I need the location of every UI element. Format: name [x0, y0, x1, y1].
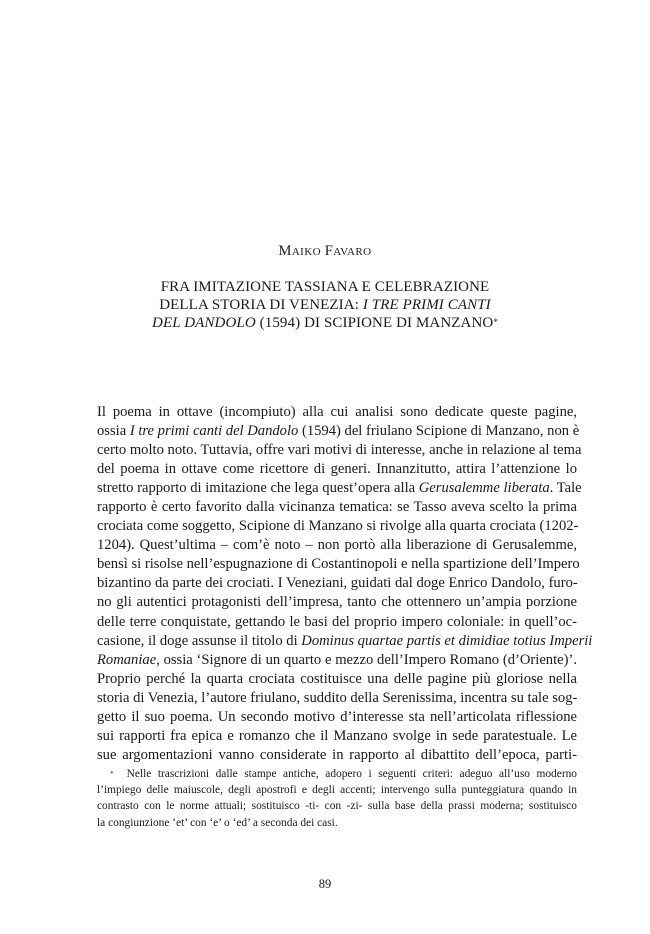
body-line: [97, 555, 580, 574]
title-line-2: [0, 296, 650, 314]
footnote-mark: *: [110, 770, 114, 778]
body-text-segment: del poema in ottave come ricettore di generi. Innanzitutto, attira l’attenzione lo: [97, 461, 577, 478]
author-first-rest: AIKO: [291, 246, 321, 258]
body-text-segment: . Tale: [549, 480, 582, 497]
body-line: [97, 708, 577, 727]
body-text-segment: , ossia ‘Signore di un quarto e mezzo dell’Impero Romano (d’Oriente)’.: [156, 651, 577, 668]
footnote-line: [97, 766, 577, 782]
body-text-segment: sui rapporti fra epica e romanzo che il Manzano svolge in sede paratestuale. Le: [97, 727, 577, 744]
footnote-line-text: l’impiego delle maiuscole, degli apostrofi e degli accenti; intervengo sulla punteggiatura quando in: [97, 784, 577, 797]
body-line: [97, 689, 577, 708]
body-text-segment: getto il suo poema. Un secondo motivo d’interesse sta nell’articolata riflessione: [97, 708, 577, 725]
body-line: [97, 651, 577, 670]
body-line: [97, 403, 577, 422]
body-italic-text: Romaniae: [97, 651, 157, 668]
footnote: [97, 766, 577, 831]
article-title: [0, 278, 650, 332]
title-line-1: [0, 278, 650, 296]
footnote-line-text: la congiunzione ‘et’ con ‘e’ o ‘ed’ a seconda dei casi.: [97, 816, 338, 829]
body-text-segment: Il poema in ottave (incompiuto) alla cui analisi sono dedicate queste pagine,: [97, 404, 577, 420]
body-text-segment: ossia: [97, 423, 130, 440]
footnote-line: [97, 782, 577, 798]
title-line-1-text: FRA IMITAZIONE TASSIANA E CELEBRAZIONE: [160, 279, 490, 295]
body-text-segment: crociata come soggetto, Scipione di Manzano si rivolge alla quarta crociata (1202-: [97, 518, 579, 535]
body-italic-text: Gerusalemme liberata: [418, 480, 550, 497]
title-line-2-italic: I TRE PRIMI CANTI: [362, 297, 491, 313]
body-line: [97, 536, 577, 555]
body-italic-text: I tre primi canti del Dandolo: [129, 423, 299, 440]
body-text-segment: bensì si risolse nell’espugnazione di Costantinopoli e nella spartizione dell’Impero: [97, 556, 580, 573]
title-line-2-prefix: DELLA STORIA DI VENEZIA:: [159, 297, 363, 313]
body-text-segment: no gli autentici protagonisti dell’impresa, tanto che ottennero un’ampia porzione: [97, 594, 577, 611]
author-name: [0, 243, 650, 260]
body-text-segment: sue argomentazioni vanno considerate in rapporto al dibattito dell’epoca, parti-: [97, 746, 577, 763]
title-line-3: [0, 314, 650, 332]
body-line: [97, 422, 580, 441]
body-line: [97, 498, 577, 517]
body-text-segment: storia di Venezia, l’autore friulano, suddito della Serenissima, incentra su tale sog-: [97, 689, 578, 706]
body-line: [97, 517, 577, 536]
page-number: 89: [318, 877, 332, 891]
body-line: [97, 670, 577, 689]
footnote-line: [97, 815, 577, 831]
author-last-rest: AVARO: [333, 246, 372, 258]
body-line: [97, 441, 582, 460]
body-text-segment: (1594) del friulano Scipione di Manzano, non è: [298, 423, 580, 440]
body-text-segment: 1204). Quest’ultima – com’è noto – non portò alla liberazione di Gerusalemme,: [97, 537, 577, 554]
title-line-3-suffix: (1594) DI SCIPIONE DI MANZANO: [255, 315, 494, 331]
body-line: [97, 460, 577, 479]
body-line: [97, 613, 577, 632]
title-line-3-italic: DEL DANDOLO: [152, 315, 256, 331]
body-text-segment: delle terre conquistate, gettando le basi del proprio impero coloniale: in quell’oc-: [97, 613, 577, 630]
body-line: [97, 593, 577, 612]
body-italic-text: Dominus quartae partis et dimidiae totius Imperii: [301, 632, 593, 649]
footnote-line-text: contrasto con le norme attuali; sostituisco -ti- con -zi- sulla base della prassi moderna; sostituisco: [97, 800, 577, 813]
body-line: [97, 746, 577, 765]
body-line: [97, 479, 582, 498]
body-text-segment: stretto rapporto di imitazione che lega quest’opera alla: [97, 480, 419, 497]
body-line: [97, 727, 577, 746]
body-line: [97, 574, 577, 593]
footnote-line-text: Nelle trascrizioni dalle stampe antiche, adopero i seguenti criteri: adeguo all’uso moderno: [126, 768, 577, 780]
title-footnote-mark[interactable]: *: [493, 317, 498, 327]
footnote-line: [97, 798, 577, 814]
body-line: [97, 632, 593, 651]
author-first-initial: M: [278, 243, 292, 259]
body-text-segment: Proprio perché la quarta crociata costituisce una delle pagine più gloriose nella: [97, 670, 577, 687]
body-text-segment: bizantino da parte dei crociati. I Veneziani, guidati dal doge Enrico Dandolo, furo-: [97, 575, 578, 592]
body-text-segment: certo molto noto. Tuttavia, offre vari motivi di interesse, anche in relazione al tema: [97, 442, 582, 459]
author-last-initial: F: [324, 243, 334, 259]
body-text-segment: casione, il doge assunse il titolo di: [97, 632, 302, 649]
body-text-segment: rapporto è certo favorito dalla vicinanza tematica: se Tasso aveva scelto la prima: [97, 499, 577, 516]
body-paragraph: [97, 403, 593, 765]
